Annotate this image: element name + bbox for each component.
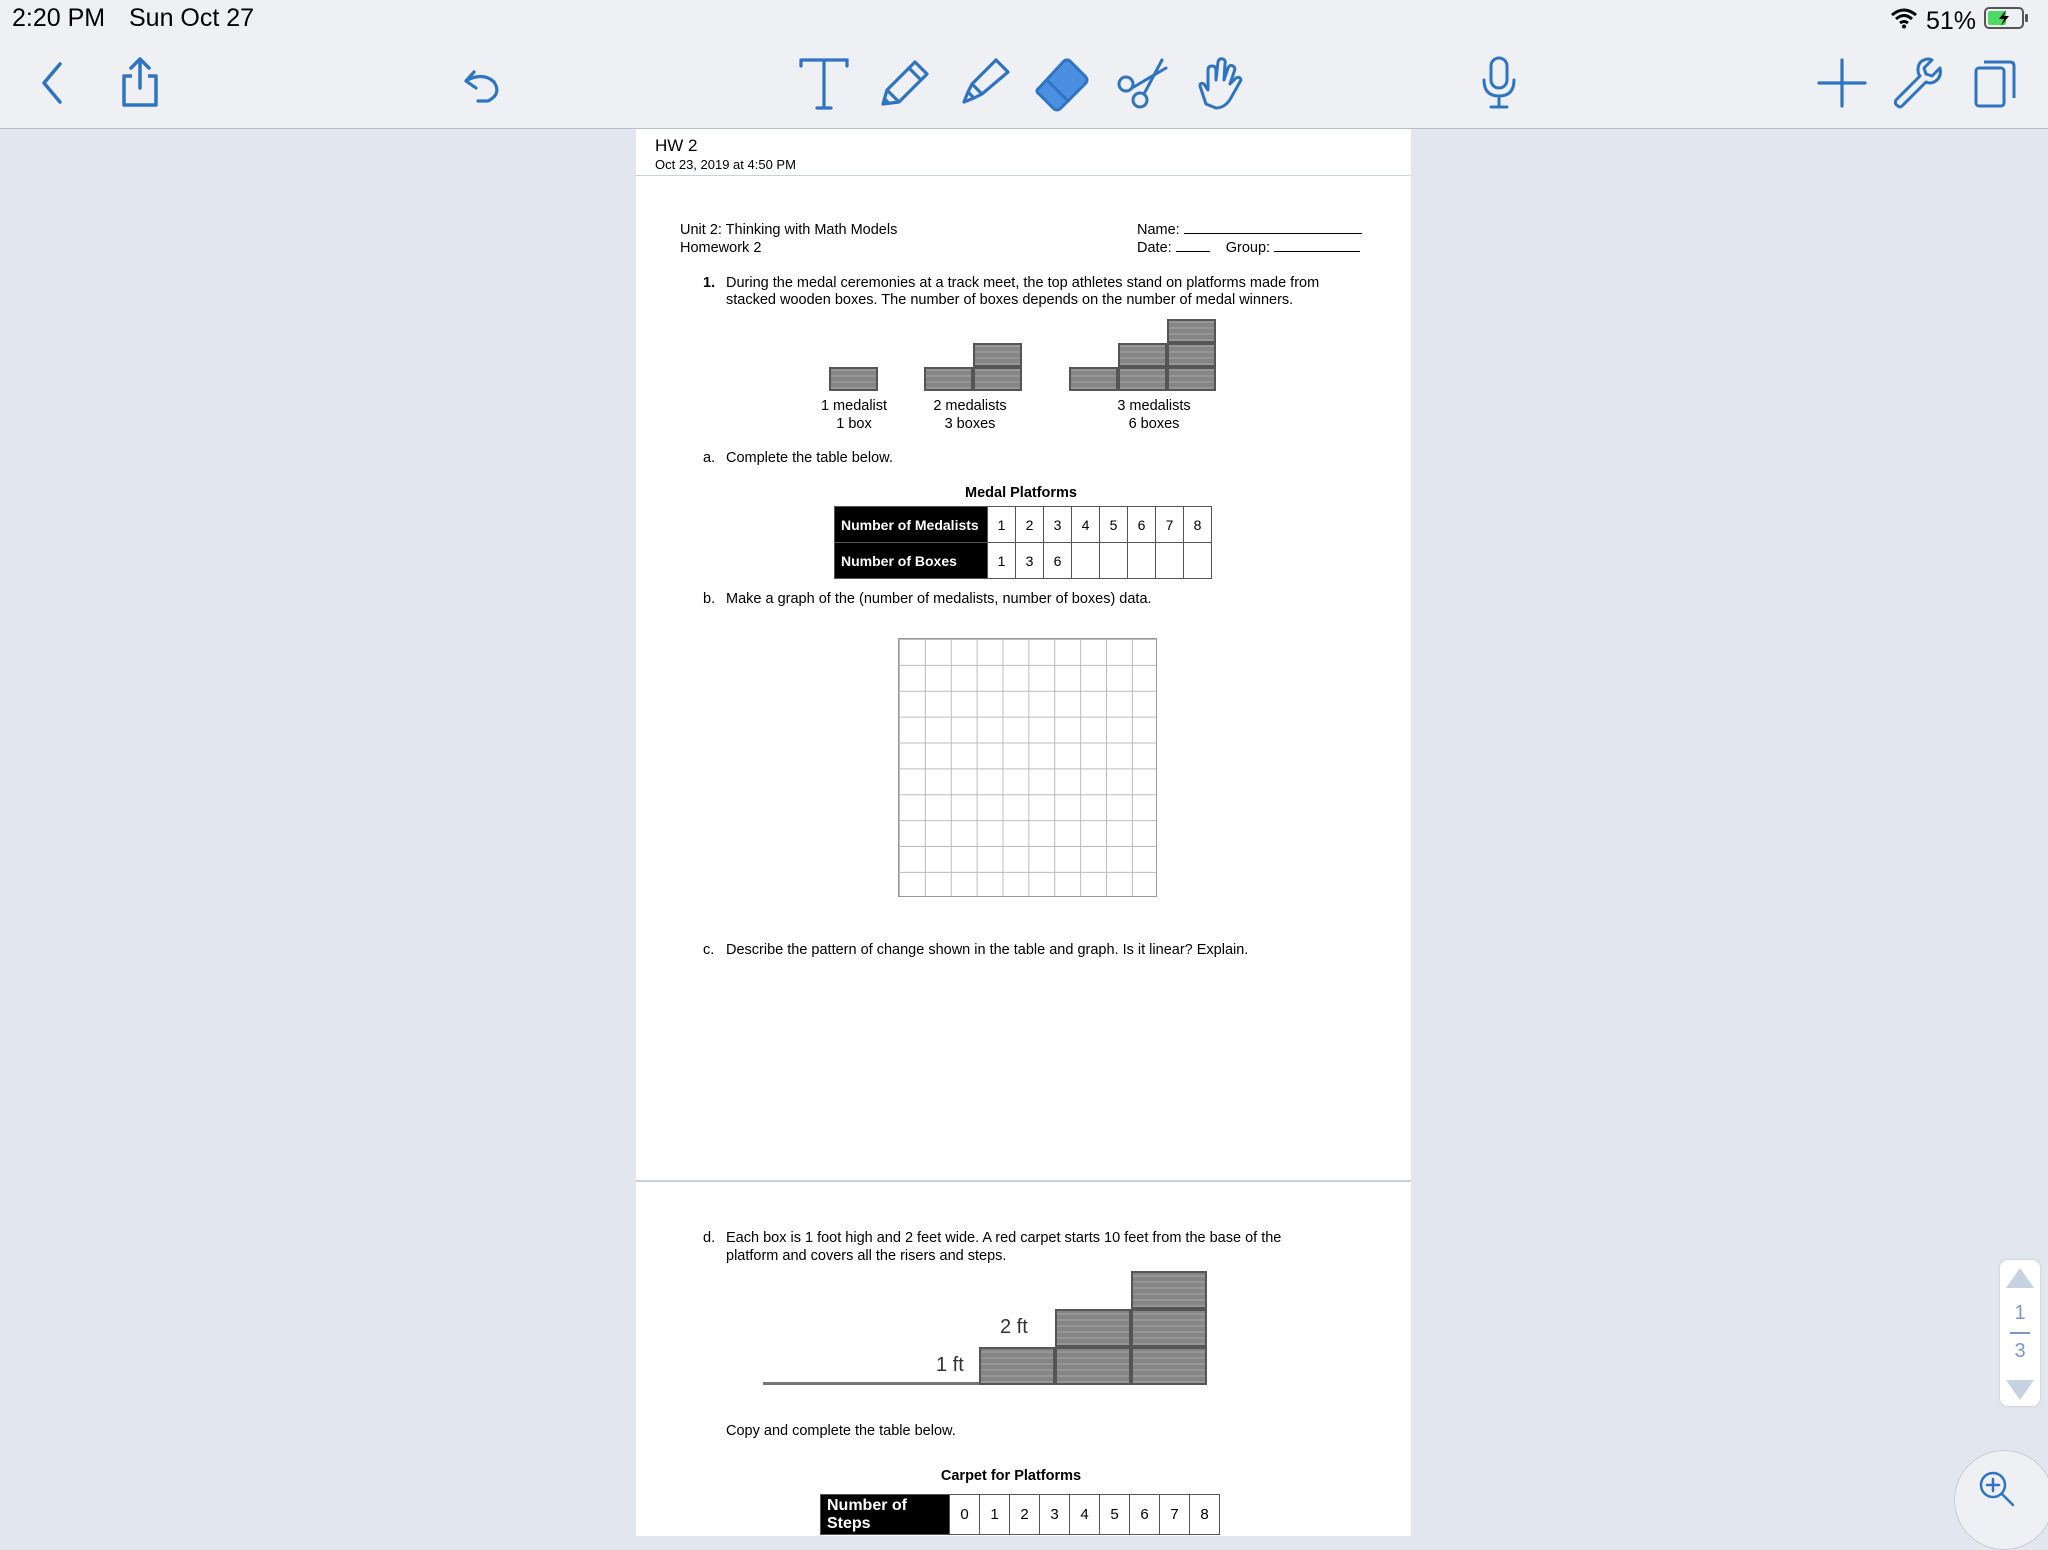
table-cell: 7 [1156,507,1184,543]
figure-3-medalists: 3 medalists [1117,398,1191,414]
figure-1-boxes: 1 box [836,416,872,432]
box [1167,367,1216,391]
table-cell: 7 [1160,1495,1190,1535]
part-a-letter: a. [703,450,716,466]
zoom-in-icon [1977,1469,2017,1514]
header-divider [636,175,1411,176]
copy-instruction: Copy and complete the table below. [726,1423,956,1439]
part-b-letter: b. [703,591,716,607]
table-cell: 5 [1100,507,1128,543]
box [1167,319,1216,343]
box [829,367,878,391]
question-number: 1. [703,275,716,291]
document-date: Oct 23, 2019 at 4:50 PM [655,157,796,172]
table-cell: 8 [1184,507,1212,543]
unit-title: Unit 2: Thinking with Math Models [680,222,898,238]
hand-tool-icon[interactable] [1190,52,1252,114]
box [1131,1309,1207,1347]
table-cell: 2 [1010,1495,1040,1535]
date-blank [1176,239,1210,252]
status-bar [0,0,2048,40]
part-b-text: Make a graph of the (number of medalists, number of boxes) data. [726,591,1152,607]
table-cell: 5 [1100,1495,1130,1535]
status-right-group [1890,6,2030,36]
part-c-text: Describe the pattern of change shown in the table and graph. Is it linear? Explain. [726,942,1249,958]
group-blank [1274,239,1360,252]
figure-2-medalists: 2 medalists [933,398,1007,414]
microphone-icon[interactable] [1468,52,1530,114]
part-d-letter: d. [703,1230,716,1246]
page-divider [2010,1332,2030,1334]
table-row [835,507,1212,543]
table-cell [1184,543,1212,579]
box [924,367,973,391]
plus-icon[interactable] [1811,52,1873,114]
table-cell: 3 [1044,507,1072,543]
table-cell [1156,543,1184,579]
page-up-icon[interactable] [2006,1266,2034,1290]
table-cell: 4 [1070,1495,1100,1535]
text-tool-icon[interactable] [793,52,855,114]
row-header-steps: Number of Steps [821,1495,950,1535]
box [1167,343,1216,367]
row-header-boxes: Number of Boxes [835,543,988,579]
page-down-icon[interactable] [2006,1378,2034,1402]
wifi-icon [1890,7,1918,36]
highlighter-tool-icon[interactable] [952,52,1014,114]
carpet-table [820,1494,1220,1535]
status-date: Sun Oct 27 [129,4,255,32]
table-2-title: Carpet for Platforms [940,1468,1082,1484]
toolbar [0,40,2048,129]
table-cell [1100,543,1128,579]
part-d-text-line-2: platform and covers all the risers and steps. [726,1248,1007,1264]
name-label: Name: [1137,222,1180,238]
battery-icon [1984,6,2030,37]
total-pages: 3 [2014,1340,2026,1362]
current-page: 1 [2014,1302,2026,1324]
table-row [821,1495,1220,1535]
box [1118,367,1167,391]
pen-tool-icon[interactable] [873,52,935,114]
battery-percent: 51% [1925,6,1976,35]
pages-icon[interactable] [1964,52,2026,114]
table-cell: 4 [1072,507,1100,543]
table-cell: 8 [1190,1495,1220,1535]
share-icon[interactable] [109,52,171,114]
box [1131,1271,1207,1309]
table-cell: 1 [988,543,1016,579]
document-title: HW 2 [655,136,698,155]
table-row [835,543,1212,579]
table-cell: 0 [950,1495,980,1535]
box [1055,1347,1131,1385]
box [973,367,1022,391]
table-cell: 1 [988,507,1016,543]
question-text-line-2: stacked wooden boxes. The number of boxes depends on the number of medal winners. [726,292,1294,308]
table-cell: 6 [1128,507,1156,543]
status-time: 2:20 PM [12,4,106,32]
box [973,343,1022,367]
wrench-icon[interactable] [1886,52,1948,114]
box [1131,1347,1207,1385]
graph-grid [898,638,1157,897]
label-1ft: 1 ft [936,1354,964,1376]
table-cell: 1 [980,1495,1010,1535]
zoom-button[interactable] [1954,1450,2048,1550]
document-page[interactable] [636,129,1411,1536]
row-header-medalists: Number of Medalists [835,507,988,543]
name-blank [1184,221,1362,234]
part-d-text-line-1: Each box is 1 foot high and 2 feet wide. A red carpet starts 10 feet from the base of the [726,1230,1282,1246]
scissors-tool-icon[interactable] [1112,52,1174,114]
table-cell: 6 [1130,1495,1160,1535]
table-cell [1072,543,1100,579]
page-separator [636,1180,1411,1182]
table-cell: 2 [1016,507,1044,543]
table-cell: 6 [1044,543,1072,579]
label-2ft: 2 ft [1000,1316,1028,1338]
box [1118,343,1167,367]
box [1069,367,1118,391]
part-c-letter: c. [703,942,715,958]
figure-1-medalists: 1 medalist [820,398,888,414]
homework-title: Homework 2 [680,240,762,256]
part-a-text: Complete the table below. [726,450,893,466]
box [1055,1309,1131,1347]
table-cell [1128,543,1156,579]
group-label: Group: [1225,240,1271,256]
figure-3-boxes: 6 boxes [1128,416,1180,432]
table-1-title: Medal Platforms [965,485,1077,501]
date-label: Date: [1137,240,1172,256]
eraser-tool-icon[interactable] [1031,52,1093,114]
table-cell: 3 [1016,543,1044,579]
question-text-line-1: During the medal ceremonies at a track meet, the top athletes stand on platforms made from [726,275,1320,291]
date-group-field [1137,239,1360,257]
name-field [1137,221,1362,239]
table-cell: 3 [1040,1495,1070,1535]
floor-line [763,1382,993,1385]
undo-icon[interactable] [452,52,514,114]
box [979,1347,1055,1385]
medal-platforms-table [834,506,1212,579]
figure-2-boxes: 3 boxes [944,416,996,432]
chevron-left-icon[interactable] [22,52,84,114]
page-navigator [2000,1260,2040,1406]
